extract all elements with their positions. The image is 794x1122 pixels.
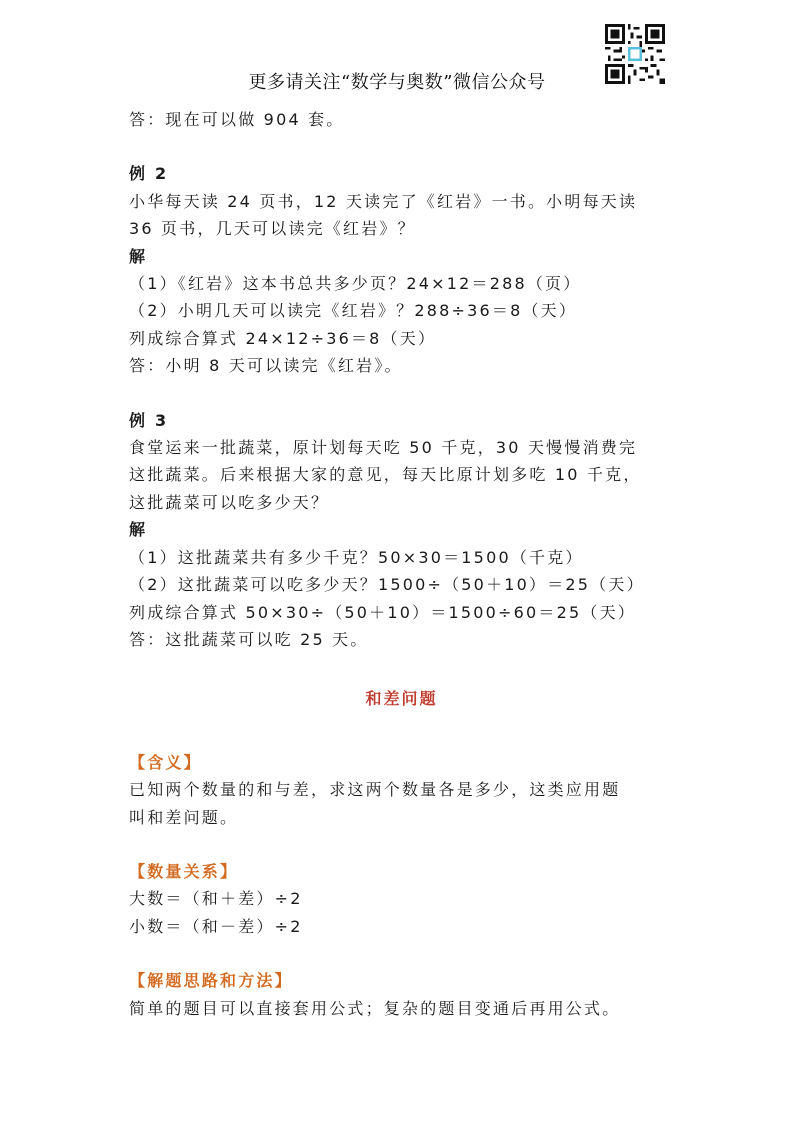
example3-step2: （2）这批蔬菜可以吃多少天？1500÷（50＋10）＝25（天） [129, 575, 645, 595]
relation-small-number: 小数＝（和－差）÷2 [129, 916, 303, 936]
method-line1: 简单的题目可以直接套用公式；复杂的题目变通后再用公式。 [129, 998, 621, 1018]
example3-step1: （1）这批蔬菜共有多少千克？50×30＝1500（千克） [129, 547, 584, 567]
page-header: 更多请关注“数学与奥数”微信公众号 [248, 72, 546, 93]
method-heading: 【解题思路和方法】 [129, 971, 293, 991]
example3-solution-label: 解 [129, 520, 148, 540]
section-title: 和差问题 [365, 689, 438, 709]
example3-problem-line1: 食堂运来一批蔬菜，原计划每天吃 50 千克，30 天慢慢消费完 [129, 438, 638, 458]
document-body [129, 106, 674, 1022]
example3-combined-formula: 列成综合算式 50×30÷（50＋10）＝1500÷60＝25（天） [129, 602, 636, 622]
example2-answer: 答：小明 8 天可以读完《红岩》。 [129, 356, 403, 376]
example2-combined-formula: 列成综合算式 24×12÷36＝8（天） [129, 328, 437, 348]
meaning-heading: 【含义】 [129, 752, 202, 772]
example3-title: 例 3 [129, 410, 169, 430]
qr-code-icon [605, 24, 665, 84]
example3-problem-line2: 这批蔬菜。后来根据大家的意见，每天比原计划多吃 10 千克， [129, 465, 642, 485]
example2-step1: （1）《红岩》这本书总共多少页？24×12＝288（页） [129, 274, 582, 294]
example2-problem-line1: 小华每天读 24 页书，12 天读完了《红岩》一书。小明每天读 [129, 191, 638, 211]
meaning-line1: 已知两个数量的和与差，求这两个数量各是多少，这类应用题 [129, 780, 621, 800]
example2-solution-label: 解 [129, 246, 148, 266]
example2-problem-line2: 36 页书，几天可以读完《红岩》？ [129, 219, 416, 239]
example3-answer: 答：这批蔬菜可以吃 25 天。 [129, 629, 369, 649]
relation-heading: 【数量关系】 [129, 861, 239, 881]
example3-problem-line3: 这批蔬菜可以吃多少天？ [129, 492, 330, 512]
example1-answer: 答：现在可以做 904 套。 [129, 110, 345, 129]
relation-large-number: 大数＝（和＋差）÷2 [129, 889, 303, 909]
example2-title: 例 2 [129, 164, 169, 184]
example2-step2: （2）小明几天可以读完《红岩》？288÷36＝8（天） [129, 301, 578, 321]
meaning-line2: 叫和差问题。 [129, 807, 239, 827]
